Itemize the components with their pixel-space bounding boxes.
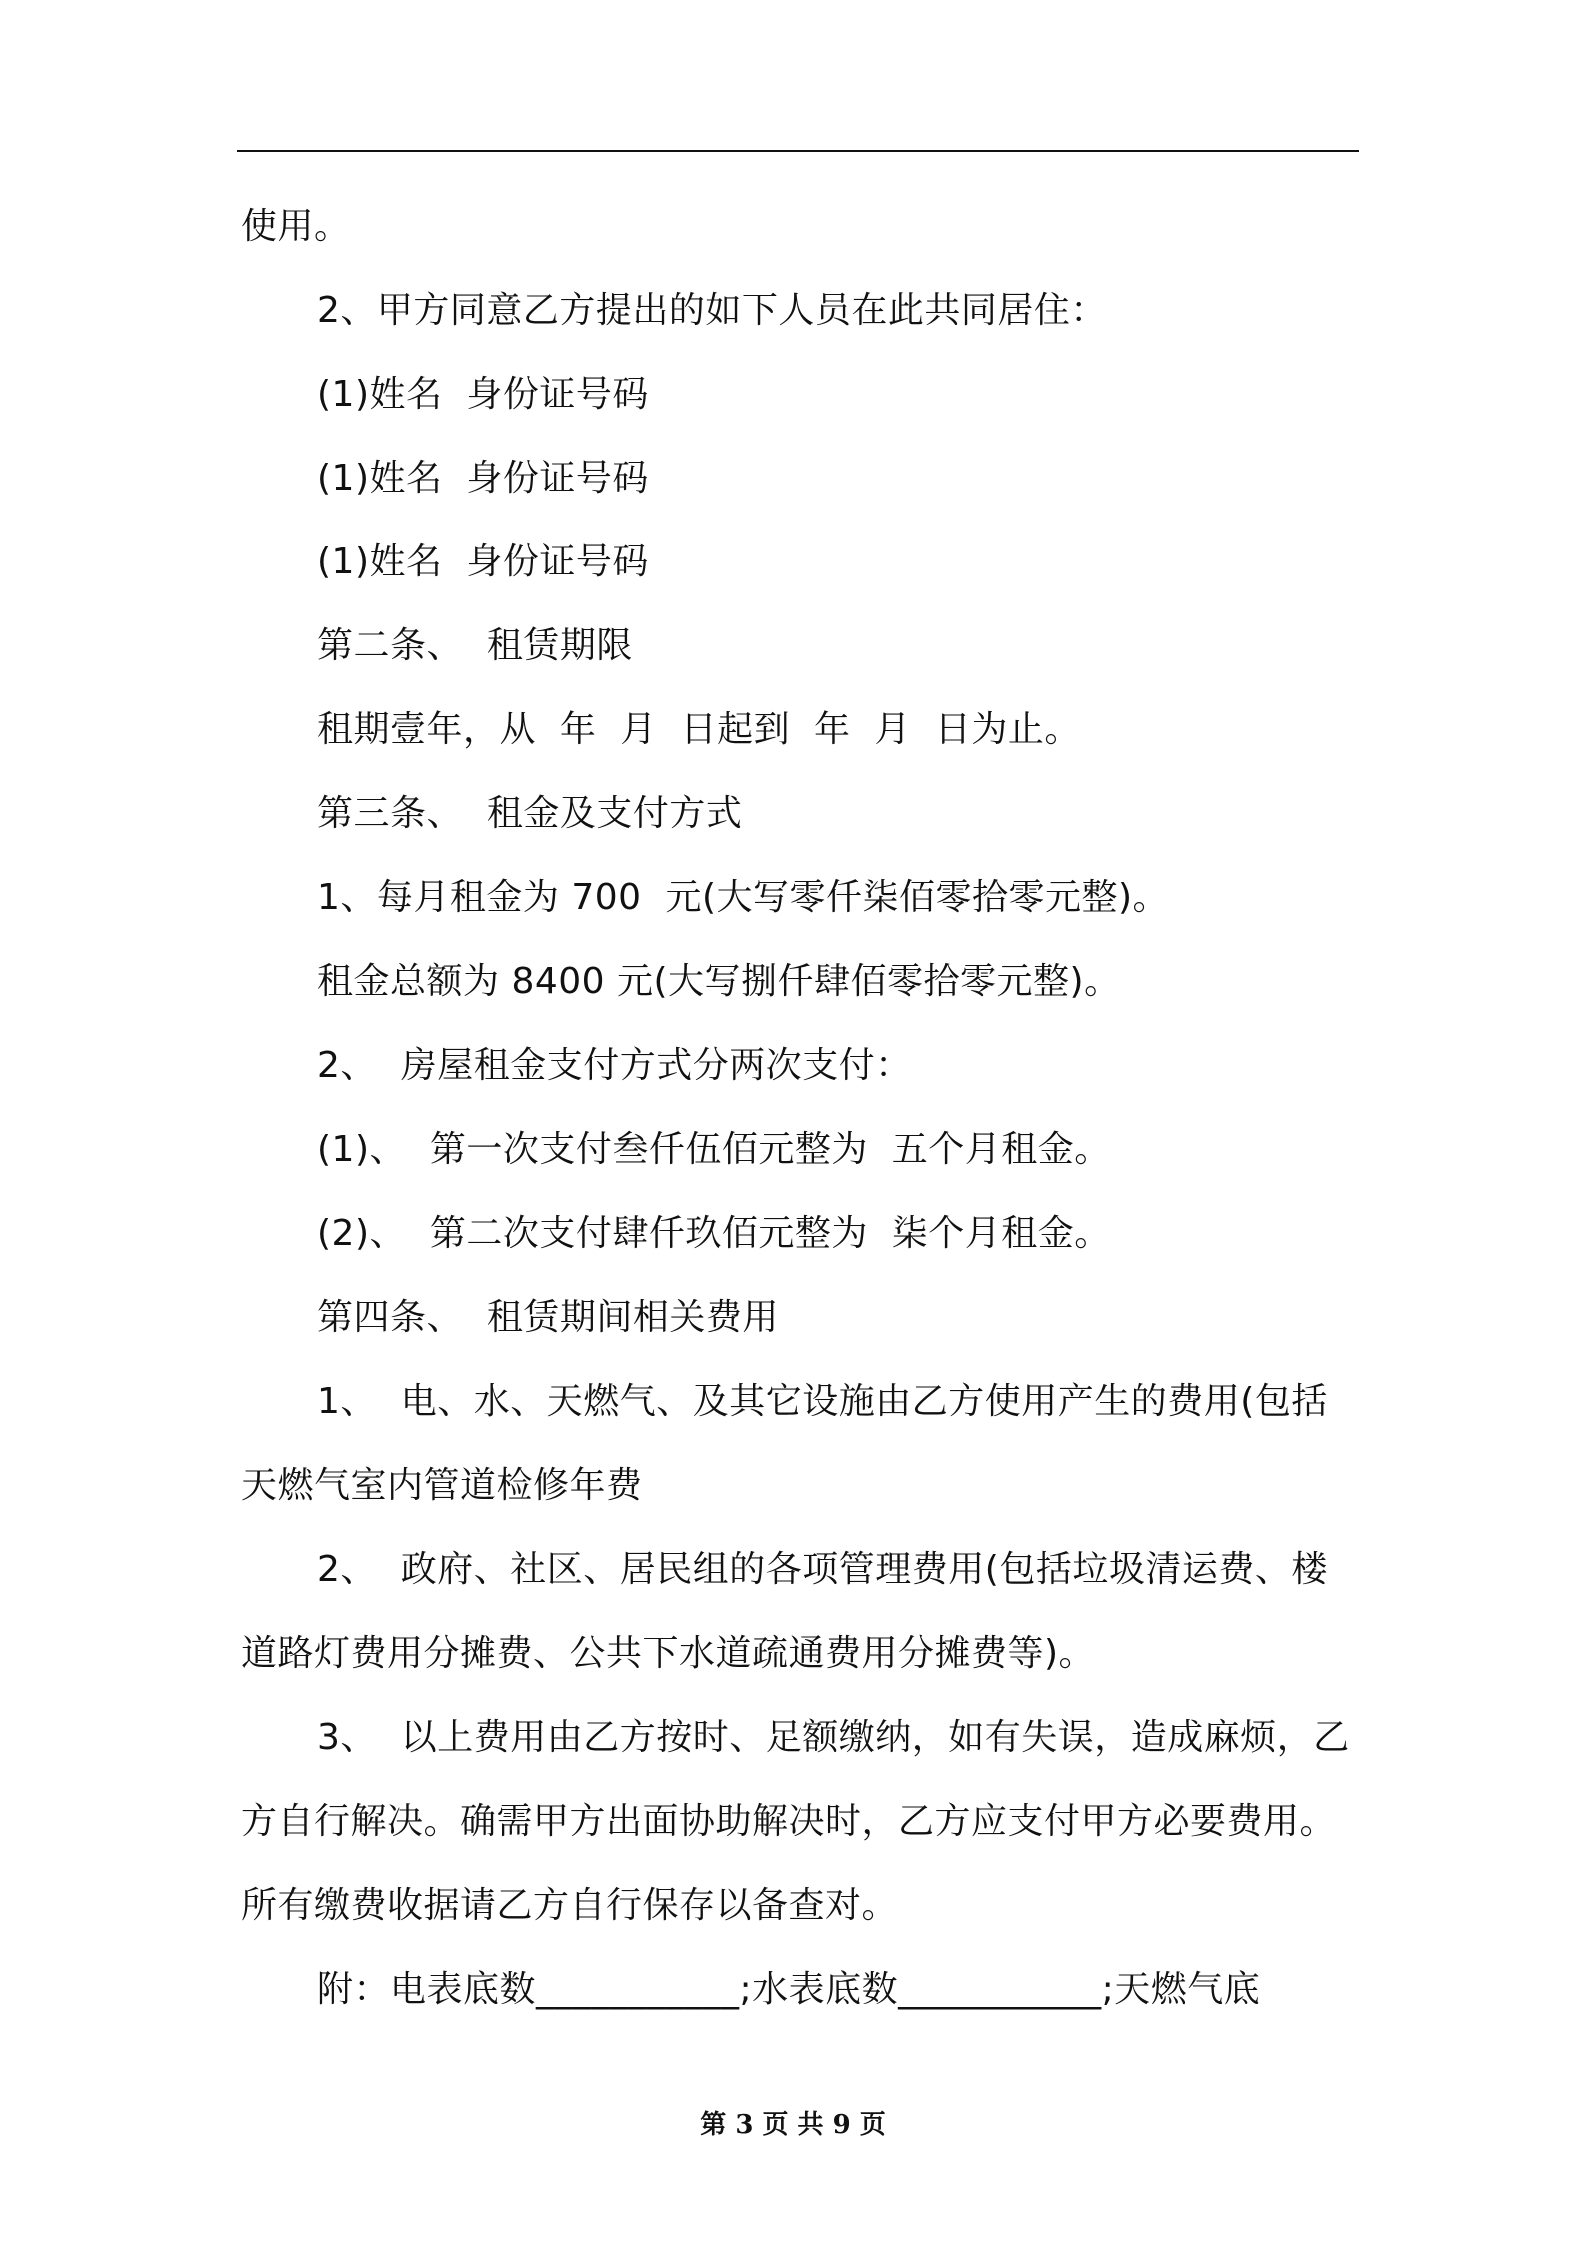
- text-line-19: 3、 以上费用由乙方按时、足额缴纳，如有失误，造成麻烦，乙: [317, 1717, 1350, 1758]
- text-line-7: 租期壹年，从 年 月 日起到 年 月 日为止。: [317, 709, 1081, 750]
- page-number-footer: 第 3 页 共 9 页: [700, 2110, 886, 2140]
- text-line-22: 附：电表底数___________;水表底数___________;天燃气底: [317, 1969, 1261, 2010]
- text-line-15: 1、 电、水、天燃气、及其它设施由乙方使用产生的费用(包括: [317, 1381, 1328, 1422]
- text-line-21: 所有缴费收据请乙方自行保存以备查对。: [241, 1885, 899, 1926]
- text-line-12: (1)、 第一次支付叁仟伍佰元整为 五个月租金。: [317, 1129, 1111, 1170]
- text-line-5: (1)姓名 身份证号码: [317, 541, 649, 582]
- text-line-11: 2、 房屋租金支付方式分两次支付：: [317, 1045, 912, 1086]
- text-line-14: 第四条、 租赁期间相关费用: [317, 1297, 779, 1338]
- text-line-9: 1、每月租金为 700 元(大写零仟柒佰零拾零元整)。: [317, 877, 1170, 918]
- text-line-4: (1)姓名 身份证号码: [317, 458, 649, 499]
- text-line-10: 租金总额为 8400 元(大写捌仟肆佰零拾零元整)。: [317, 961, 1121, 1002]
- text-line-13: (2)、 第二次支付肆仟玖佰元整为 柒个月租金。: [317, 1213, 1111, 1254]
- text-line-2: 2、甲方同意乙方提出的如下人员在此共同居住：: [317, 290, 1107, 331]
- text-line-6: 第二条、 租赁期限: [317, 625, 633, 666]
- text-line-20: 方自行解决。确需甲方出面协助解决时，乙方应支付甲方必要费用。: [241, 1801, 1337, 1842]
- text-line-17: 2、 政府、社区、居民组的各项管理费用(包括垃圾清运费、楼: [317, 1549, 1328, 1590]
- text-line-18: 道路灯费用分摊费、公共下水道疏通费用分摊费等)。: [241, 1633, 1096, 1674]
- header-rule: [237, 150, 1359, 152]
- text-line-16: 天燃气室内管道检修年费: [241, 1465, 643, 1506]
- text-line-1: 使用。: [241, 206, 351, 247]
- text-line-3: (1)姓名 身份证号码: [317, 374, 649, 415]
- text-line-8: 第三条、 租金及支付方式: [317, 793, 743, 834]
